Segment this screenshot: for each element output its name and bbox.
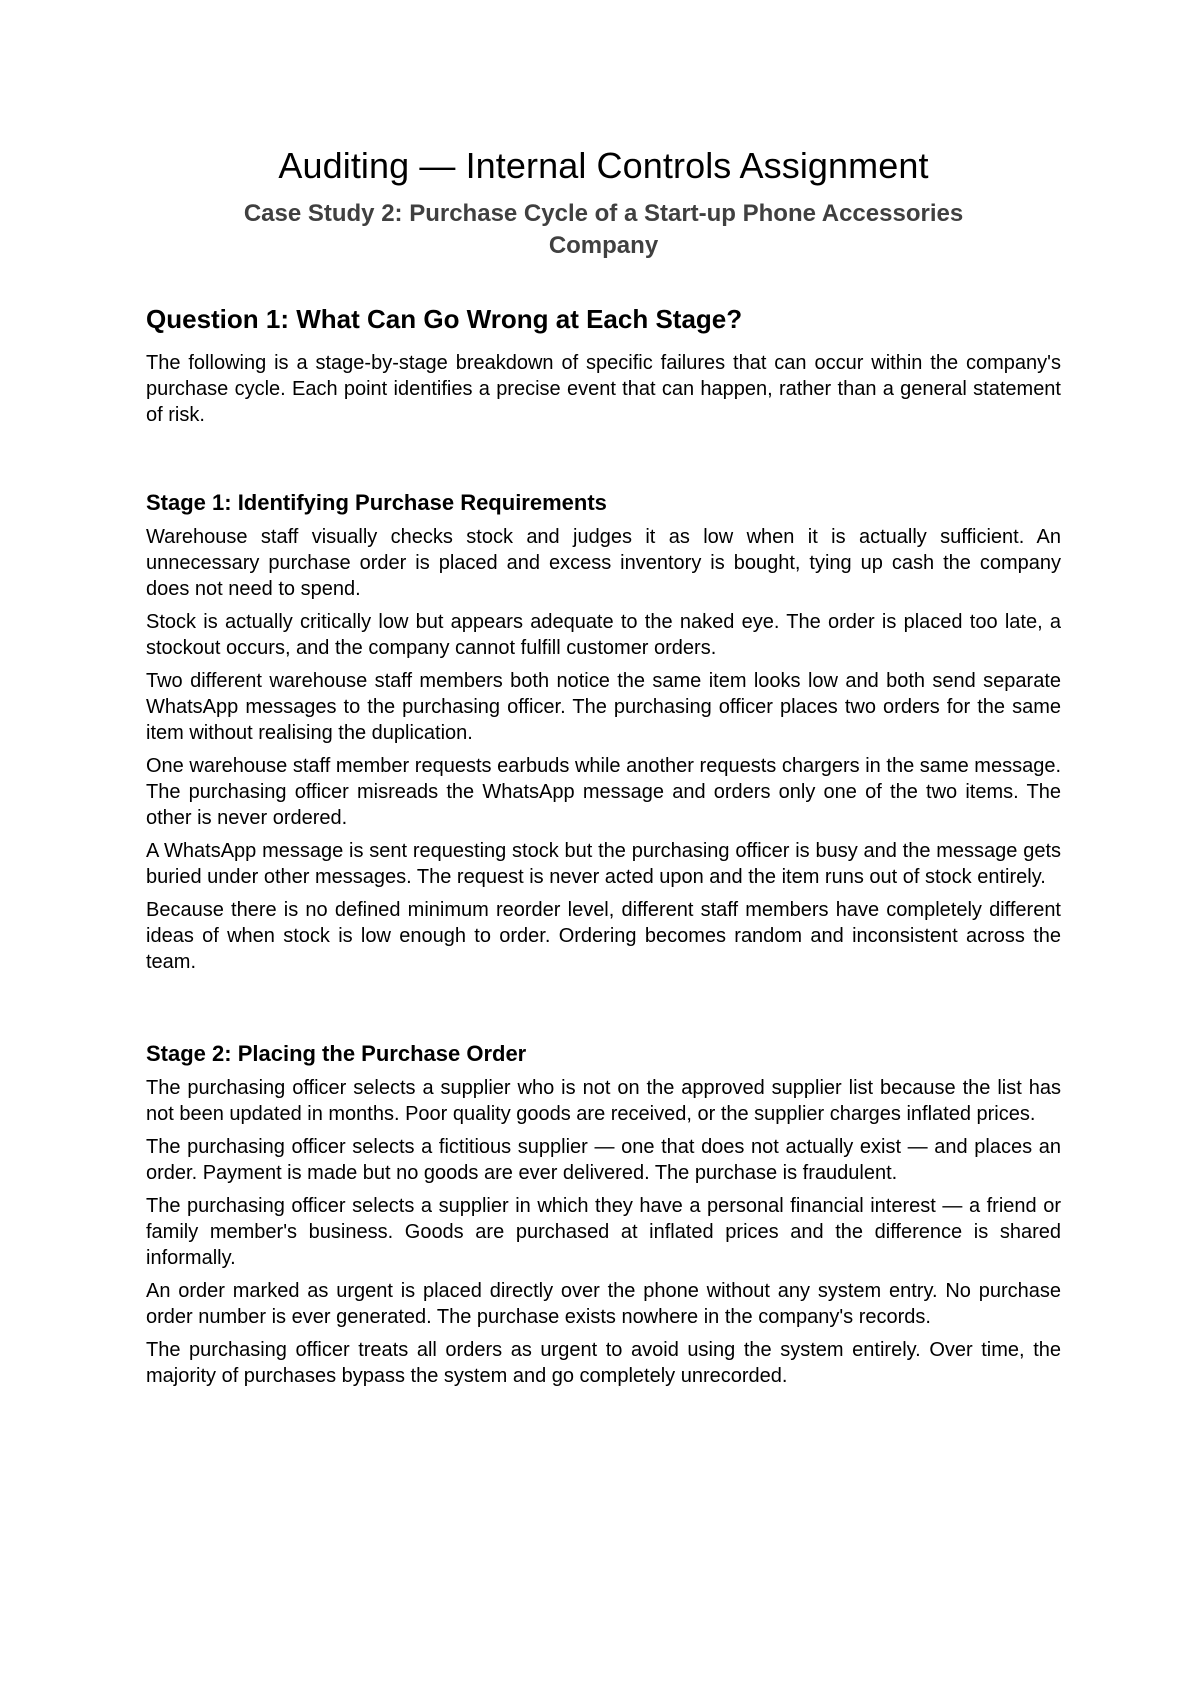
list-item: One warehouse staff member requests earbuds while another requests chargers in the same message. The purchasing officer misreads the WhatsApp message and orders only one of the two items. The other is never ordered. [146,755,1061,829]
question-1-intro: The following is a stage-by-stage breakdown of specific failures that can occur within the company's purchase cycle. Each point identifies a precise event that can happen, rather than a general statement of risk. [146,352,1061,426]
list-item: The purchasing officer selects a supplier in which they have a personal financial interest — a friend or family member's business. Goods are purchased at inflated prices and the difference is shared informally. [146,1195,1061,1269]
stage-2-list [146,1075,1061,1389]
list-item: Because there is no defined minimum reorder level, different staff members have completely different ideas of when stock is low enough to order. Ordering becomes random and inconsistent across the team. [146,899,1061,973]
stage-2-heading: Stage 2: Placing the Purchase Order [146,1041,527,1066]
list-item: The purchasing officer selects a fictitious supplier — one that does not actually exist — and places an order. Payment is made but no goods are ever delivered. The purchase is fraudulent. [146,1136,1061,1184]
list-item: Stock is actually critically low but appears adequate to the naked eye. The order is placed too late, a stockout occurs, and the company cannot fulfill customer orders. [146,611,1061,659]
list-item: A WhatsApp message is sent requesting stock but the purchasing officer is busy and the message gets buried under other messages. The request is never acted upon and the item runs out of stock entirely. [146,840,1061,888]
stage-1-list [146,524,1061,975]
question-1-heading: Question 1: What Can Go Wrong at Each Stage? [146,304,743,334]
list-item: Warehouse staff visually checks stock and judges it as low when it is actually sufficient. An unnecessary purchase order is placed and excess inventory is bought, tying up cash the company does not need to spend. [146,526,1061,600]
document-page [146,138,1061,1396]
list-item: The purchasing officer selects a supplier who is not on the approved supplier list because the list has not been updated in months. Poor quality goods are received, or the supplier charges inflated prices. [146,1077,1061,1125]
document-subtitle: Case Study 2: Purchase Cycle of a Start-up Phone Accessories Company [243,200,964,259]
list-item: An order marked as urgent is placed directly over the phone without any system entry. No purchase order number is ever generated. The purchase exists nowhere in the company's records. [146,1280,1061,1328]
document-title: Auditing — Internal Controls Assignment [278,145,929,186]
list-item: Two different warehouse staff members both notice the same item looks low and both send separate WhatsApp messages to the purchasing officer. The purchasing officer places two orders for the same item without realising the duplication. [146,670,1061,744]
stage-1-heading: Stage 1: Identifying Purchase Requirements [146,490,607,515]
list-item: The purchasing officer treats all orders as urgent to avoid using the system entirely. Over time, the majority of purchases bypass the system and go completely unrecorded. [146,1339,1061,1387]
